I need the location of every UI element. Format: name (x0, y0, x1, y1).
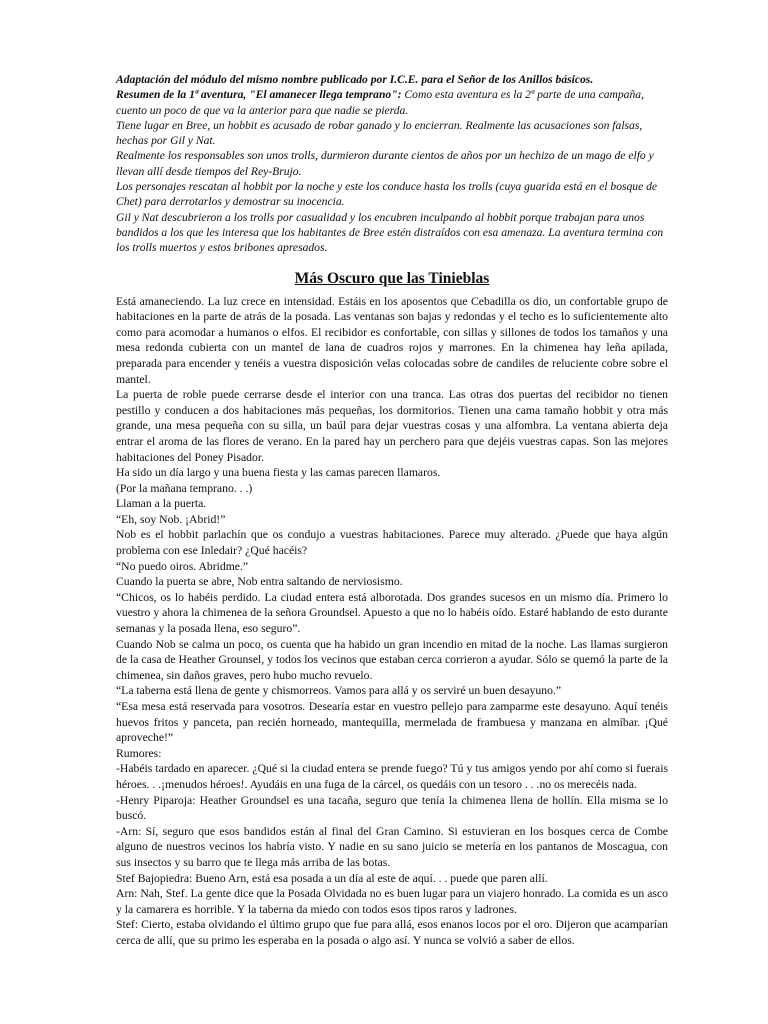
intro-heading (116, 72, 668, 87)
intro-summary (116, 87, 668, 118)
body-paragraph: Cuando la puerta se abre, Nob entra saltando de nerviosismo. (116, 575, 403, 589)
body-paragraph: Arn: Nah, Stef. La gente dice que la Posada Olvidada no es buen lugar para un viajero honrado. La comida es un asco y la camarera es horrible. Y la taberna da miedo con todos esos tipos raros y ladrones. (116, 887, 668, 916)
body-paragraph: Nob es el hobbit parlachín que os condujo a vuestras habitaciones. Parece muy alterado. ¿Puede que haya algún problema con ese Inledair? ¿Qué hacéis? (116, 528, 668, 558)
intro-paragraph: Gil y Nat descubrieron a los trolls por casualidad y los encubren inculpando al hobbit porque trabajan para unos bandidos a los que les interesa que los habitantes de Bree estén distraídos con esa amenaza. La aventura termina con los trolls muertos y estos bribones apresados. (116, 210, 664, 255)
body-paragraph: “Eh, soy Nob. ¡Abrid!” (116, 512, 226, 526)
body-paragraph: Stef: Cierto, estaba olvidando el último grupo que fue para allá, esos enanos locos por el oro. Dijeron que acamparían cerca de allí, que su primo les esperaba en la posada o algo así. Y nunca se volvió a saber de ellos. (116, 918, 668, 947)
intro-summary-text: Como esta aventura es la 2ª parte de una campaña, cuento un poco de que va la anterior para que nadie se pierda. (116, 88, 644, 117)
body-paragraph: “Chicos, os lo habéis perdido. La ciudad entera está alborotada. Dos grandes sucesos en un mismo día. Primero lo vuestro y ahora la chimenea de la señora Groundsel. Apuesto a que no lo habéis oído. Estaré hablando de esto durante semanas y la posada llena, eso seguro”. (116, 590, 668, 636)
body-text (116, 294, 668, 949)
body-paragraph: Rumores: (116, 746, 162, 760)
body-paragraph: Está amaneciendo. La luz crece en intensidad. Estáis en los aposentos que Cebadilla os dio, un confortable grupo de habitaciones en la parte de atrás de la posada. Las ventanas son bajas y redondas y el techo es lo suficientemente alto como para acomodar a humanos o elfos. El recibidor es confortable, con sillas y sillones de todos los tamaños y una mesa redonda cubierta con un mantel de lana de cuadros rojos y marrones. En la chimenea hay leña apilada, preparada para encender y tenéis a vuestra disposición velas colocadas sobre de candiles de reluciente cobre sobre el mantel. (116, 294, 668, 386)
body-paragraph: -Henry Piparoja: Heather Groundsel es una tacaña, seguro que tenía la chimenea llena de hollín. Ella misma se lo buscó. (116, 793, 668, 823)
body-paragraph: La puerta de roble puede cerrarse desde el interior con una tranca. Las otras dos puertas del recibidor no tienen pestillo y conducen a dos habitaciones más pequeñas, los dormitorios. Tienen una cama tamaño hobbit y otra más grande, una mesa pequeña con su silla, un baúl para dejar vuestras cosas y una alfombra. La ventana abierta deja entrar el aroma de las flores de verano. En la pared hay un perchero para que dejéis vuestras capas. Son las mejores habitaciones del Poney Pisador. (116, 388, 668, 464)
body-paragraph: Ha sido un día largo y una buena fiesta y las camas parecen llamaros. (116, 466, 441, 480)
intro-paragraph: Tiene lugar en Bree, un hobbit es acusado de robar ganado y lo encierran. Realmente las acusaciones son falsas, hechas por Gil y Nat. (116, 118, 643, 148)
body-paragraph: -Arn: Sí, seguro que esos bandidos están al final del Gran Camino. Si estuvieran en los bosques cerca de Combe alguno de nuestros vecinos los habría visto. Y nadie en su sano juicio se metería en los pantanos de Moscagua, con sus insectos y su barro que te llega más arriba de las botas. (116, 824, 668, 869)
body-paragraph: (Por la mañana temprano. . .) (116, 481, 253, 495)
intro-summary-bold: Resumen de la 1ª aventura, "El amanecer llega temprano": (116, 88, 402, 102)
document-page (116, 72, 668, 949)
chapter-title: Más Oscuro que las Tinieblas (294, 269, 490, 287)
body-paragraph: “Esa mesa está reservada para vosotros. Desearía estar en vuestro pellejo para zamparme este desayuno. Aquí tenéis huevos fritos y panceta, pan recién horneado, mantequilla, mermelada de frambuesa y manzana en almíbar. ¡Qué aproveche!” (116, 700, 668, 745)
body-paragraph: -Habéis tardado en aparecer. ¿Qué si la ciudad entera se prende fuego? Tú y tus amigos yendo por ahí como si fuerais héroes. . .¡menudos héroes!. Ayudáis en una fuga de la cárcel, os quedáis con un tesoro . . .no os merecéis nada. (116, 762, 668, 791)
intro-paragraph: Los personajes rescatan al hobbit por la noche y este los conduce hasta los trolls (cuya guarida está en el bosque de Chet) para derrotarlos y demostrar su inocencia. (116, 180, 658, 209)
intro-paragraph: Realmente los responsables son unos trolls, durmieron durante cientos de años por un hechizo de un mago de elfo y llevan allí desde tiempos del Rey-Brujo. (116, 149, 654, 178)
intro-section (116, 72, 668, 256)
body-paragraph: Stef Bajopiedra: Bueno Arn, está esa posada a un día al este de aquí. . . puede que paren allí. (116, 871, 548, 885)
body-paragraph: Cuando Nob se calma un poco, os cuenta que ha habido un gran incendio en mitad de la noche. Las llamas surgieron de la casa de Heather Grounsel, y todos los vecinos que estaban cerca corrieron a ayudar. Sólo se quemó la parte de la chimenea, sin daños graves, pero hubo mucho revuelo. (116, 637, 668, 682)
body-paragraph: “No puedo oiros. Abridme.” (116, 559, 249, 573)
body-paragraph: Llaman a la puerta. (116, 497, 207, 511)
body-paragraph: “La taberna está llena de gente y chismorreos. Vamos para allá y os serviré un buen desayuno.” (116, 684, 562, 698)
intro-heading-text: Adaptación del módulo del mismo nombre publicado por I.C.E. para el Señor de los Anillos básicos. (116, 73, 594, 86)
